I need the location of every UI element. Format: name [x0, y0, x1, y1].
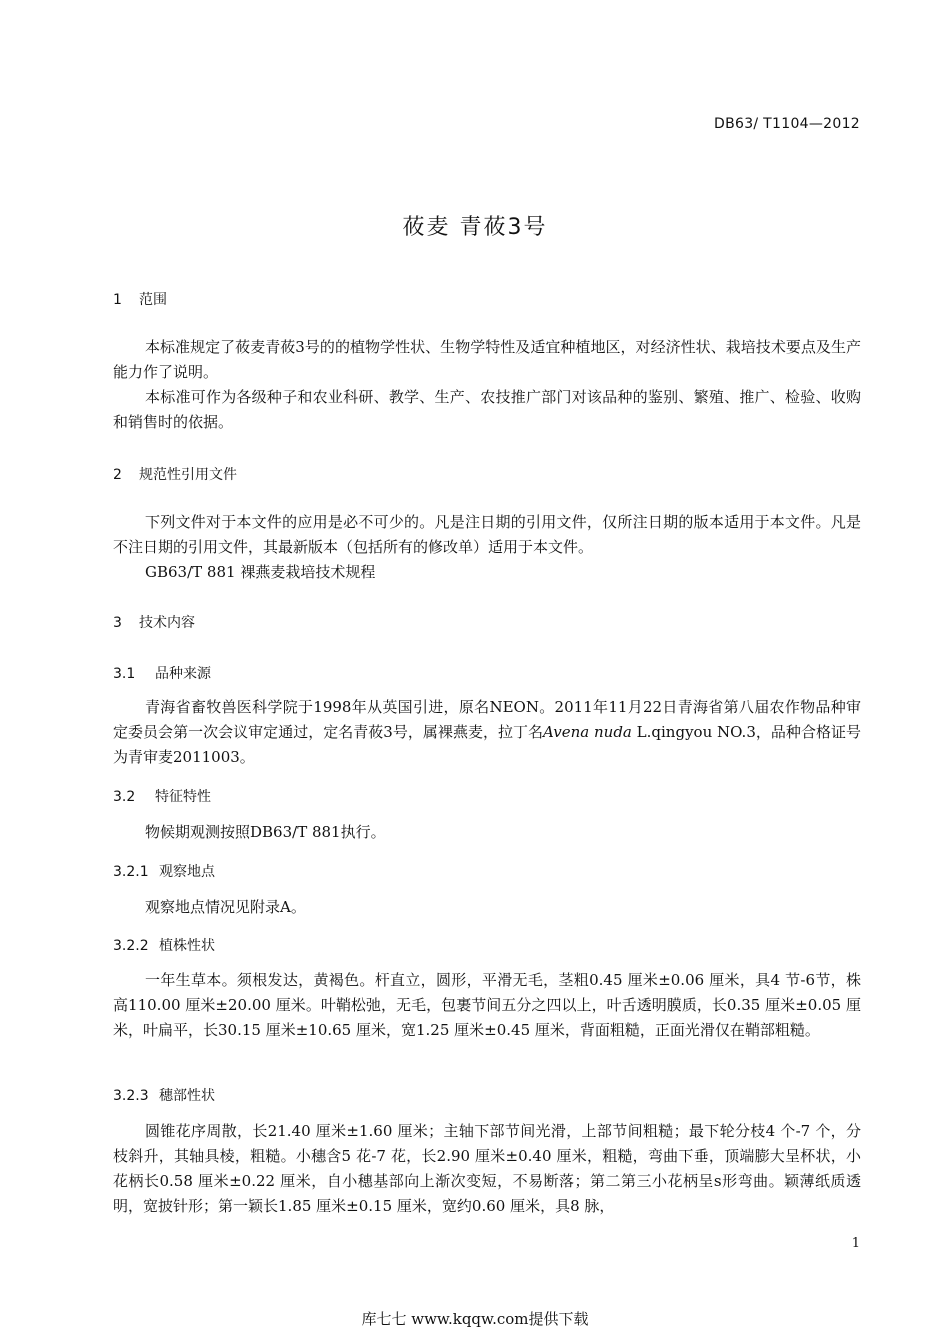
- section-number: 3.2.1: [113, 864, 149, 880]
- observation-site-paragraph: 观察地点情况见附录A。: [145, 898, 306, 916]
- scope-paragraph-1: 本标准规定了莜麦青莜3号的的植物学性状、生物学特性及适宜种植地区，对经济性状、栽培技术要点及生产能力作了说明。: [113, 338, 861, 381]
- section-number: 3: [113, 615, 122, 631]
- section-title: 规范性引用文件: [139, 467, 237, 483]
- section-title: 观察地点: [159, 864, 215, 880]
- variety-origin-paragraph: [113, 695, 861, 770]
- section-heading-1: [113, 289, 167, 309]
- section-title: 植株性状: [159, 938, 215, 954]
- section-heading-3-2-1: [113, 861, 215, 881]
- section-heading-3-2-3: [113, 1085, 215, 1105]
- variety-origin-text-end: L.qingyou NO.3，品种合格证号为青审麦2011003。: [113, 723, 861, 766]
- section-title: 技术内容: [139, 615, 195, 631]
- section-title: 特征特性: [155, 789, 211, 805]
- document-code: DB63/ T1104—2012: [714, 116, 860, 132]
- section-heading-3-1: [113, 663, 211, 683]
- section-title: 范围: [139, 292, 167, 308]
- section-number: 3.1: [113, 666, 136, 682]
- scope-paragraph-2: 本标准可作为各级种子和农业科研、教学、生产、农技推广部门对该品种的鉴别、繁殖、推广、检验、收购和销售时的依据。: [113, 388, 861, 431]
- phenology-paragraph: 物候期观测按照DB63/T 881执行。: [145, 823, 386, 841]
- panicle-traits-paragraph: 圆锥花序周散，长21.40 厘米±1.60 厘米；主轴下部节间光滑，上部节间粗糙；最下轮分枝4 个-7 个，分枝斜升，其轴具棱，粗糙。小穗含5 花-7 花，长2.90 厘米±0.40 厘米，粗糙，弯曲下垂，顶端膨大呈杯状，小花柄长0.58 厘米±0.22 厘米，自小穗基部向上渐次变短，不易断落；第二第三小花柄呈s形弯曲。颖薄纸质透明，宽披针形；第一颖长1.85 厘米±0.15 厘米，宽约0.60 厘米，具8 脉，: [113, 1122, 861, 1215]
- section-number: 3.2.2: [113, 938, 149, 954]
- references-paragraph: 下列文件对于本文件的应用是必不可少的。凡是注日期的引用文件，仅所注日期的版本适用于本文件。凡是不注日期的引用文件，其最新版本（包括所有的修改单）适用于本文件。: [113, 513, 861, 556]
- latin-name: Avena nuda: [543, 723, 632, 741]
- page-number: 1: [851, 1236, 860, 1251]
- section-number: 3.2: [113, 789, 136, 805]
- section-heading-3: [113, 612, 195, 632]
- variety-origin-text: 青海省畜牧兽医科学院于1998年从英国引进，原名NEON。2011年11月22日青海省第八届农作物品种审定委员会第一次会议审定通过，定名青莜3号，属裸燕麦，拉丁名: [113, 698, 861, 741]
- section-title: 品种来源: [155, 666, 211, 682]
- section-heading-3-2: [113, 786, 211, 806]
- plant-traits-paragraph: 一年生草本。须根发达，黄褐色。杆直立，圆形，平滑无毛，茎粗0.45 厘米±0.06 厘米，具4 节-6节，株高110.00 厘米±20.00 厘米。叶鞘松弛，无毛，包裹节间五分之四以上，叶舌透明膜质，长0.35 厘米±0.05 厘米，叶扁平，长30.15 厘米±10.65 厘米，宽1.25 厘米±0.45 厘米，背面粗糙，正面光滑仅在鞘部粗糙。: [113, 971, 861, 1039]
- page-title: 莜麦 青莜3号: [402, 215, 548, 240]
- section-heading-3-2-2: [113, 935, 215, 955]
- footer-watermark: 库七七 www.kqqw.com提供下载: [361, 1310, 589, 1328]
- section-title: 穗部性状: [159, 1088, 215, 1104]
- section-heading-2: [113, 464, 237, 484]
- section-number: 1: [113, 292, 122, 308]
- reference-item: GB63/T 881 裸燕麦栽培技术规程: [145, 563, 376, 581]
- section-number: 3.2.3: [113, 1088, 149, 1104]
- section-number: 2: [113, 467, 122, 483]
